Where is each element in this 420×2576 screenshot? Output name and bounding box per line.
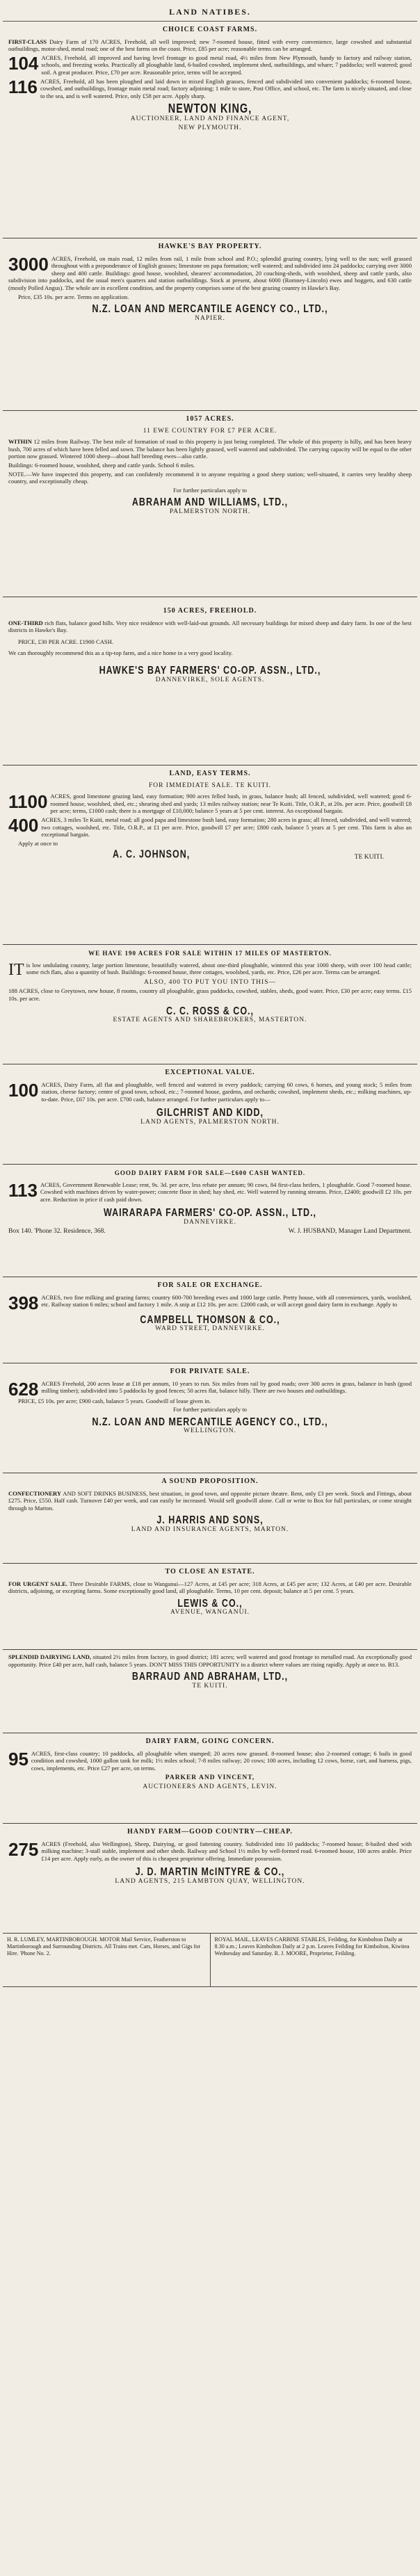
acreage-figure: 400 bbox=[8, 814, 39, 836]
ad-heading: 150 ACRES, FREEHOLD. bbox=[163, 607, 257, 615]
acreage-figure: 104 bbox=[8, 52, 39, 74]
ad-heading: FOR PRIVATE SALE. bbox=[170, 1368, 250, 1375]
ad-subheading: FOR IMMEDIATE SALE. TE KUITI. bbox=[148, 781, 272, 789]
ad-private-sale bbox=[3, 1363, 417, 1473]
agent-name: ABRAHAM AND WILLIAMS, LTD., bbox=[131, 496, 289, 509]
ad-paragraph: 104 ACRES, Freehold, all improved and having level frontage to good metal road, 4½ miles from New Plymouth, handy to factory and railway station, schools, and freezing works. Practically all ploughable land, 6-bailed cowshed, implement shed, outbuildings, and whare; 7 paddocks; well watered; good soil. A great producer. Price, £70 per acre. Reasonable price, terms will be accepted. bbox=[8, 52, 412, 76]
manager-line: W. J. HUSBAND, Manager Land Department. bbox=[288, 1227, 412, 1235]
contact-row bbox=[8, 1228, 412, 1236]
ad-dairy-farm-going-concern bbox=[3, 1733, 417, 1824]
ad-hawkes-bay-property bbox=[3, 238, 417, 411]
price-line: Price, £35 10s. per acre. Terms on application. bbox=[18, 293, 129, 300]
acreage-figure: 275 bbox=[8, 1838, 39, 1860]
ad-paragraph: 628 ACRES Freehold, 200 acres lease at £18 per annum, 10 years to run. Six miles from rail by good roads; over 300 acres in grass, balance in bush (good milling timber); subdivided into 5 paddocks by good fences; 50 acres flat, balance hilly. There are two houses and outbuildings. bbox=[8, 1378, 412, 1400]
ad-paragraph: ONE-THIRD rich flats, balance good hills. Very nice residence with well-laid-out grounds. All necessary buildings for mixed sheep and dairy farm. In one of the best districts in Hawke's Bay. bbox=[8, 619, 412, 634]
ad-sale-or-exchange bbox=[3, 1277, 417, 1363]
ad-heading: FOR SALE OR EXCHANGE. bbox=[157, 1281, 263, 1289]
agent-name: CAMPBELL THOMSON & CO., bbox=[140, 1313, 280, 1326]
ad-paragraph: 275 ACRES (Freehold, also Wellington), Sheep, Dairying, or good fattening country. Subdivided into 10 paddocks; 7-roomed house; 8-bailed shed with milking machine; 3-stall stable, implement and other sheds. Railway and School 1½ miles by well-formed road. 6-roomed house, 100 acres arable. Price £14 per acre. Apply early, as the owner of this is cheapest proprietor offering. Immediate possession. bbox=[8, 1838, 412, 1862]
agent-place: TE KUITI. bbox=[354, 854, 384, 861]
ad-heading: EXCEPTIONAL VALUE. bbox=[165, 1069, 255, 1076]
agent-line: ESTATE AGENTS AND SHAREBROKERS, MASTERTON. bbox=[113, 1016, 307, 1024]
ad-paragraph: 1100 ACRES, good limestone grazing land, easy formation; 900 acres felled bush, in grass, balance bush; all fenced, subdivided, well watered; good 6-roomed house, woolshed, shed, etc.; shearing shed and yards; 13 miles railway station; near Te Kuiti. Title, O.R.P., at 20s. per acre. Price, goodwill £8 per acre; terms, £1000 cash; there is a mortgage of £10,000; balance 5 years at 5 per cent. interest. An exceptional bargain. bbox=[8, 791, 412, 815]
agent-name: PARKER AND VINCENT, bbox=[165, 1774, 255, 1782]
ad-sound-proposition bbox=[3, 1473, 417, 1564]
agent-line: DANNEVIRKE. bbox=[184, 1218, 236, 1226]
ad-subheading: 11 EWE COUNTRY FOR £7 PER ACRE. bbox=[143, 427, 277, 435]
ad-1057-acres bbox=[3, 411, 417, 597]
box-phone: Box 140. 'Phone 32. Residence, 368. bbox=[8, 1227, 106, 1235]
agent-line: AUCTIONEER, LAND AND FINANCE AGENT, bbox=[130, 115, 290, 122]
acreage-figure: 100 bbox=[8, 1079, 39, 1101]
ad-paragraph: For further particulars apply to bbox=[173, 486, 247, 494]
ad-heading: 1057 ACRES. bbox=[186, 415, 234, 423]
agent-name: GILCHRIST AND KIDD, bbox=[156, 1106, 264, 1119]
ad-reference: B13. bbox=[387, 1660, 400, 1668]
ad-to-close-an-estate bbox=[3, 1564, 417, 1650]
acreage-figure: 1100 bbox=[8, 791, 48, 813]
ad-lumley-martinborough: H. R. LUMLEY, MARTINBOROUGH. MOTOR Mail Service, Featherston to Martinborough and Surrounding Districts. All Trains met. Cars, Horses, and Gigs for Hire. 'Phone No. 2. bbox=[7, 1936, 201, 1957]
ad-paragraph: For further particulars apply to bbox=[173, 1406, 247, 1413]
ad-paragraph: Apply at once to bbox=[18, 839, 58, 847]
acreage-figure: 628 bbox=[8, 1378, 39, 1400]
acreage-figure: 95 bbox=[8, 1748, 29, 1769]
ad-paragraph: 400 ACRES, 3 miles Te Kuiti, metal road; all good papa and limestone bush land, easy formation; 280 acres in grass; all fenced, subdivided, and well watered; two cottages, woolshed, etc. Title, O.R.P., at £1 per acre. Price, goodwill £7 per acre; £800 cash, balance 5 years at 5 per cent. This farm is also an exceptional bargain. bbox=[8, 814, 412, 839]
agent-line: WARD STREET, DANNEVIRKE. bbox=[155, 1325, 265, 1333]
ad-paragraph: 95 ACRES, first-class country; 10 paddocks, all ploughable when stumped; 20 acres now grassed. 8-roomed house; also 2-roomed cottage; 6 bails in good condition and cowshed, 1000 gallon tank for milk; 1½ miles school; 7-8 miles railway; 20 cows; 100 acres, including 12 cows, horse, cart, and harness, pigs, cows, implements, etc. Price £27 per acre, on terms. bbox=[8, 1748, 412, 1772]
ad-paragraph: CONFECTIONERY AND SOFT DRINKS BUSINESS, best situation, in good town, and opposite picture theatre. Rent, only £3 per week. Stock and Fittings, about £275. Price, £550. Half cash. Turnover £40 per week, and can easily be increased. Would sell goodwill alone. Call or write to Box for full particulars, or come straight through to Marton. bbox=[8, 1489, 412, 1512]
ad-mail-services bbox=[3, 1934, 417, 1987]
ad-190-acres-masterton bbox=[3, 945, 417, 1064]
ad-heading: DAIRY FARM, GOING CONCERN. bbox=[145, 1737, 275, 1745]
ad-heading: HAWKE'S BAY PROPERTY. bbox=[158, 243, 262, 250]
agent-line: NAPIER. bbox=[195, 314, 225, 322]
ad-heading: A SOUND PROPOSITION. bbox=[161, 1477, 259, 1485]
ad-heading: LAND, EASY TERMS. bbox=[169, 770, 251, 777]
agent-name: N.Z. LOAN AND MERCANTILE AGENCY CO., LTD., bbox=[92, 302, 328, 315]
agent-name: BARRAUD AND ABRAHAM, LTD., bbox=[131, 1670, 289, 1683]
ad-150-acres-freehold bbox=[3, 597, 417, 765]
ad-paragraph: Buildings: 6-roomed house, woolshed, sheep and cattle yards. School 6 miles. bbox=[8, 461, 195, 469]
agent-row bbox=[8, 848, 412, 861]
acreage-figure: 116 bbox=[8, 76, 38, 97]
ad-paragraph: FIRST-CLASS Dairy Farm of 170 ACRES, Freehold, all well improved; new 7-roomed house, fitted with every convenience, large cowshed and substantial outbuildings, motor-shed, metal road; one of the best farms on the coast. Price, £85 per acre; reasonable terms can be arranged. bbox=[8, 38, 412, 53]
ad-heading: WE HAVE 190 ACRES FOR SALE WITHIN 17 MILES OF MASTERTON. bbox=[88, 950, 332, 957]
price-line: PRICE, £30 PER ACRE. £1900 CASH. bbox=[18, 638, 114, 645]
ad-heading: HANDY FARM—GOOD COUNTRY—CHEAP. bbox=[127, 1828, 293, 1836]
agent-name: WAIRARAPA FARMERS' CO-OP. ASSN., LTD., bbox=[103, 1206, 317, 1220]
agent-line: NEW PLYMOUTH. bbox=[178, 124, 242, 131]
masthead-title: LAND NATIBES. bbox=[169, 6, 251, 17]
ad-good-dairy-farm bbox=[3, 1165, 417, 1277]
newspaper-page bbox=[3, 3, 417, 1987]
ad-paragraph: 116 ACRES, Freehold, all has been ploughed and laid down in mixed English grasses, fenced and subdivided into convenient paddocks; 6-roomed house, cowshed, and outbuildings, frontage main metal road; factory adjoining; 1 mile to store, Post Office, and school, etc. The farm is nicely situated, and close to the sea, and is well watered. Price, only £58 per acre. Apply sharp. bbox=[8, 76, 412, 99]
section-masthead bbox=[3, 3, 417, 22]
ad-exceptional-value bbox=[3, 1064, 417, 1165]
ad-paragraph: SPLENDID DAIRYING LAND, situated 2½ miles from factory, in good district; 181 acres; well watered and good frontage to metalled road. An exceptionally good opportunity. Price £40 per acre, half cash, balance 5 years. DON'T MISS THIS OPPORTUNITY in a district where values are rising rapidly. Apply at once to. B13. bbox=[8, 1653, 412, 1668]
ad-handy-farm bbox=[3, 1824, 417, 1934]
ad-paragraph: WITHIN 12 miles from Railway. The best mile of formation of road to this property is just being completed. The whole of this property is hilly, and has been heavy bush, 700 acres of which have been felled and sown. The balance has been lightly grassed, well watered and subdivided. The carrying capacity will be equal to the other portion now grassed. Wintered 1000 sheep—about half breeding ewes—also cattle. bbox=[8, 438, 412, 460]
agent-name: NEWTON KING, bbox=[168, 102, 252, 117]
ad-heading: GOOD DAIRY FARM FOR SALE—£600 CASH WANTED. bbox=[114, 1169, 306, 1176]
agent-name: LEWIS & CO., bbox=[177, 1596, 243, 1610]
ad-heading: TO CLOSE AN ESTATE. bbox=[165, 1568, 255, 1575]
ad-paragraph: IT is low undulating country, large portion limestone, beautifully watered, about one-third ploughable, wintered this year 1000 sheep, with over 100 head cattle; some rich flats, also a quantity of bush. Buildings: 6-roomed house, three cottages, woolshed, yards, etc. Price, £26 per acre. Terms can be arranged. bbox=[8, 960, 412, 979]
ad-splendid-dairying-land bbox=[3, 1650, 417, 1733]
ad-paragraph: NOTE.—We have inspected this property, and can confidently recommend it to anyone requiring a good sheep station; well-situated, it carries very healthy sheep country, and exceptionally cheap. bbox=[8, 470, 412, 485]
agent-name: J. D. MARTIN McINTYRE & CO., bbox=[135, 1865, 285, 1879]
ad-paragraph: 100 ACRES, Dairy Farm, all flat and ploughable, well fenced and watered in every paddock; carrying 60 cows, 6 horses, and young stock; 5 miles from station, cheese factory; centre of good town, school, etc.; 7-roomed house, gardens, and orchards; cowshed, implement sheds, etc.; milking machines, up-to-date. Price, £67 10s. per acre. £700 cash, balance arranged. For further particulars apply to— bbox=[8, 1079, 412, 1103]
ad-choice-coast-farms bbox=[3, 22, 417, 238]
acreage-figure: 398 bbox=[8, 1292, 39, 1313]
ad-paragraph: FOR URGENT SALE. Three Desirable FARMS, close to Wanganui—127 Acres, at £45 per acre; 318 Acres, at £45 per acre; 132 Acres, at £40 per acre. Desirable districts, adjoining, or excepting farms. Some exceptionally good land, all ploughable. Terms, 10 per cent. deposit; balance at 5 per cent. 5 years. bbox=[8, 1580, 412, 1595]
agent-line: LAND AGENTS, 215 LAMBTON QUAY, WELLINGTON. bbox=[115, 1877, 305, 1885]
agent-name: A. C. JOHNSON, bbox=[113, 848, 191, 861]
agent-line: LAND AGENTS, PALMERSTON NORTH. bbox=[140, 1118, 280, 1126]
agent-name: C. C. ROSS & CO., bbox=[165, 1004, 255, 1017]
agent-line: PALMERSTON NORTH. bbox=[169, 508, 251, 515]
price-line: PRICE, £5 10s. per acre; £900 cash, balance 5 years. Goodwill of lease given in. bbox=[18, 1397, 211, 1404]
ad-paragraph: We can thoroughly recommend this as a tip-top farm, and a nice home in a very good locality. bbox=[8, 649, 233, 657]
agent-line: DANNEVIRKE, SOLE AGENTS. bbox=[155, 676, 265, 683]
agent-line: TE KUITI. bbox=[192, 1682, 228, 1690]
agent-name: N.Z. LOAN AND MERCANTILE AGENCY CO., LTD., bbox=[92, 1415, 328, 1428]
acreage-figure: 113 bbox=[8, 1179, 38, 1201]
agent-line: AUCTIONEERS AND AGENTS, LEVIN. bbox=[143, 1783, 277, 1790]
ad-paragraph: 113 ACRES, Government Renewable Lease; rent, 9s. 3d. per acre, less rebate per annum; 90 cows, 84 first-class heifers, 1 ploughable. Good 7-roomed house. Cowshed with machines driven by water-power; concrete floor in shed; hay shed, etc. Well watered by running streams. Price, £2400; goodwill £2 10s. per acre. Reduction in price if cash paid down. bbox=[8, 1179, 412, 1203]
agent-line: AVENUE, WANGANUI. bbox=[170, 1609, 250, 1617]
ad-royal-mail-feilding: ROYAL MAIL, LEAVES CARBINE STABLES, Feilding, for Kimbolton Daily at 8.30 a.m.; Leaves Kimbolton Daily at 2 p.m. Leaves Feilding for Kimbolton, Kiwitea Wednesday and Saturday. R. J. MOORE, Proprietor, Feilding. bbox=[210, 1934, 418, 1986]
agent-line: WELLINGTON. bbox=[184, 1427, 236, 1435]
agent-name: J. HARRIS AND SONS, bbox=[156, 1514, 264, 1527]
agent-line: LAND AND INSURANCE AGENTS, MARTON. bbox=[131, 1525, 289, 1533]
ad-paragraph: 188 ACRES, close to Greytown, new house, 8 rooms, country all ploughable, grass paddocks, cowshed, stables, sheds, good water. Price, £30 per acre; easy terms. £15 10s. per acre. bbox=[8, 987, 412, 1002]
ad-subheading: ALSO, 400 TO PUT YOU INTO THIS— bbox=[144, 978, 276, 986]
ad-paragraph: 3000 ACRES, Freehold, on main road, 12 miles from rail, 1 mile from school and P.O.; splendid grazing country, lying well to the sun; well grassed throughout with a preponderance of English grasses; limestone on papa formation; well watered; and subdivided into 24 paddocks; carrying over 3000 sheep and 400 cattle. Buildings: good house, woolshed, shearers' accommodation, 20 couching-sheds, with woolshed, sheep and cattle yards, also subdivision into paddocks, and the usual men's quarters and station outbuildings. Stock at present, about 6000 (Romney-Lincoln) ewes and hoggets, and 630 cattle (mostly Polled Angus). The whole are in excellent condition, and the property comprises some of the best grazing country in Hawke's Bay. bbox=[8, 253, 412, 291]
ad-land-easy-terms bbox=[3, 765, 417, 945]
ad-paragraph: 398 ACRES, two fine milking and grazing farms; country 600-700 breeding ewes and 1000 large cattle. Pretty house, with all conveniences, yards, woolshed, etc. Railway station 6 miles; school and factory 1 mile. A snip at £12 10s. per acre. £2000 cash, or will accept good dairy farm in exchange. Apply to bbox=[8, 1292, 412, 1313]
acreage-figure: 3000 bbox=[8, 253, 49, 275]
agent-name: HAWKE'S BAY FARMERS' CO-OP. ASSN., LTD., bbox=[99, 664, 321, 677]
ad-heading: CHOICE COAST FARMS. bbox=[162, 26, 258, 33]
